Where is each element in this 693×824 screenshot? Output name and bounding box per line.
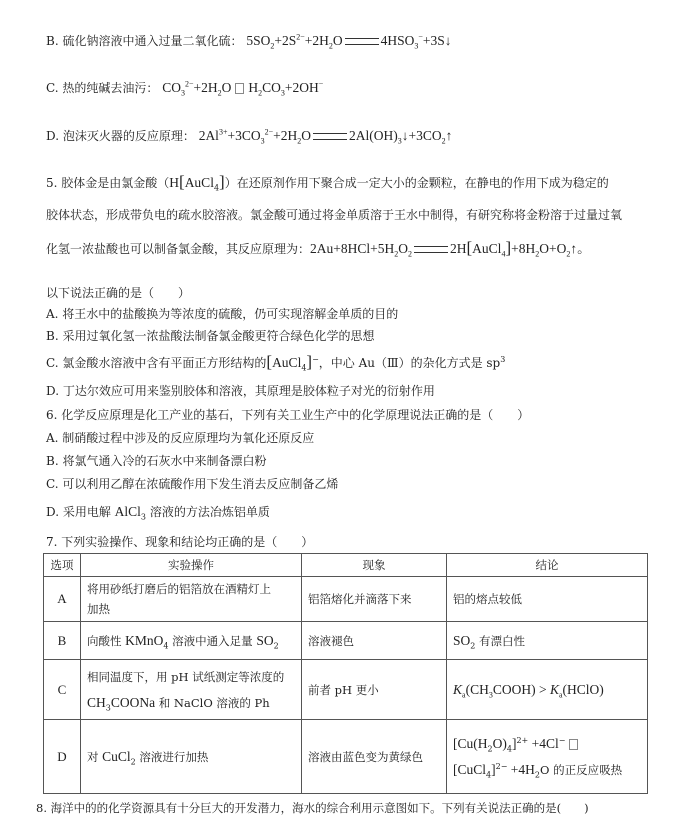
q6-option-d: D. 采用电解 AlCl$_3$ 溶液的方法冶炼铝单质 bbox=[46, 504, 270, 522]
row-conclusion: $[Cu(H_2O)_4]^{2+} +4Cl^-$ [CuCl$_4$]$^{2-}$ $+4H_2O$ 的正反应吸热 bbox=[447, 720, 648, 794]
row-operation: 向酸性 KMnO$_4$ 溶液中通入足量 $SO_2$ bbox=[81, 622, 302, 660]
equals-sign-icon bbox=[313, 133, 347, 140]
table-row bbox=[44, 660, 648, 720]
equation: $2Al^{3+}+3CO_3^{2-}+2H_2O$ $2Al(OH)_3↓+3CO_2↑$ bbox=[198, 127, 453, 146]
row-option: A bbox=[44, 577, 81, 622]
row-phenomenon: 溶液由蓝色变为黄绿色 bbox=[302, 720, 447, 794]
q5-line-1: 5. 胶体金是由氯金酸（H[AuCl$_4$]）在还原剂作用下聚合成一定大小的金颗粒，在静电的作用下成为稳定的 bbox=[46, 172, 609, 193]
row-option: C bbox=[44, 660, 81, 720]
option-label: B. bbox=[46, 34, 59, 48]
row-option: B bbox=[44, 622, 81, 660]
row-operation: 对 CuCl$_2$ 溶液进行加热 bbox=[81, 720, 302, 794]
equals-sign-icon bbox=[414, 246, 448, 253]
q5-stem: 以下说法正确的是（ ） bbox=[46, 286, 191, 300]
header-conclusion: 结论 bbox=[447, 554, 648, 577]
option-label: C. bbox=[46, 81, 59, 95]
q6-option-a: A. 制硝酸过程中涉及的反应原理均为氧化还原反应 bbox=[46, 431, 315, 445]
row-option: D bbox=[44, 720, 81, 794]
table-row bbox=[44, 622, 648, 660]
row-phenomenon: 前者 pH 更小 bbox=[302, 660, 447, 720]
equals-sign-icon bbox=[345, 38, 379, 45]
row-operation: 相同温度下，用 pH 试纸测定等浓度的 $CH_3COONa$ 和 NaClO 溶液的 Ph bbox=[81, 660, 302, 720]
q5-line-3: 化氢一浓盐酸也可以制备氯金酸，其反应原理为：$2Au+8HCl+5H_2O_2$ $2H[AuCl_4]+8H_2O+O_2↑$。 bbox=[46, 238, 591, 259]
q6-option-c: C. 可以利用乙醇在浓硫酸作用下发生消去反应制备乙烯 bbox=[46, 477, 339, 491]
row-conclusion: 铝的熔点较低 bbox=[447, 577, 648, 622]
row-phenomenon: 溶液褪色 bbox=[302, 622, 447, 660]
q6-option-b: B. 将氯气通入冷的石灰水中来制备漂白粉 bbox=[46, 454, 267, 468]
table-row bbox=[44, 720, 648, 794]
q5-line-2: 胶体状态，形成带负电的疏水胶溶液。氯金酸可通过将金单质溶于王水中制得，有研究称将金粉溶于过量过氧 bbox=[46, 208, 623, 222]
reversible-arrow-icon bbox=[235, 83, 244, 94]
option-text: 硫化钠溶液中通入过量二氧化硫： bbox=[62, 34, 243, 48]
header-operation: 实验操作 bbox=[81, 554, 302, 577]
q5-option-c: C. 氯金酸水溶液中含有平面正方形结构的[AuCl$_4$]−，中心 Au（Ⅲ）的杂化方式是 $sp^3$ bbox=[46, 352, 506, 373]
q8-stem: 8. 海洋中的的化学资源具有十分巨大的开发潜力，海水的综合利用示意图如下。下列有关说法正确的是( ) bbox=[36, 801, 589, 815]
option-text: 泡沫灭火器的反应原理： bbox=[62, 129, 195, 143]
equation: $CO_3^{2-}+2H_2O$ $H_2CO_3+2OH^-$ bbox=[162, 79, 324, 98]
q6-stem: 6. 化学反应原理是化工产业的基石，下列有关工业生产中的化学原理说法正确的是（ ） bbox=[46, 408, 530, 422]
table-row bbox=[44, 577, 648, 622]
q7-table bbox=[43, 553, 648, 794]
option-label: D. bbox=[46, 129, 60, 143]
q5-option-d: D. 丁达尔效应可用来鉴别胶体和溶液，其原理是胶体粒子对光的衍射作用 bbox=[46, 384, 435, 398]
row-conclusion: $K_a(CH_3COOH)$ > $K_a(HClO)$ bbox=[447, 660, 648, 720]
q5-option-a: A. 将王水中的盐酸换为等浓度的硫酸，仍可实现溶解金单质的目的 bbox=[46, 307, 399, 321]
row-conclusion: $SO_2$ 有漂白性 bbox=[447, 622, 648, 660]
q4-option-c bbox=[46, 80, 323, 96]
option-text: 热的纯碱去油污： bbox=[62, 81, 159, 95]
row-operation: 将用砂纸打磨后的铝箔放在酒精灯上 加热 bbox=[81, 577, 302, 622]
reversible-arrow-icon bbox=[569, 739, 578, 750]
equation: $5SO_2+2S^{2-}+2H_2O$ $4HSO_3^-+3S↓$ bbox=[246, 32, 452, 51]
q5-option-b: B. 采用过氧化氢一浓盐酸法制备氯金酸更符合绿色化学的思想 bbox=[46, 329, 375, 343]
header-option: 选项 bbox=[44, 554, 81, 577]
q4-option-b bbox=[46, 33, 452, 49]
header-phenomenon: 现象 bbox=[302, 554, 447, 577]
q7-stem: 7. 下列实验操作、现象和结论均正确的是（ ） bbox=[46, 535, 314, 549]
row-phenomenon: 铝箔熔化并滴落下来 bbox=[302, 577, 447, 622]
q4-option-d bbox=[46, 128, 452, 144]
table-header-row bbox=[44, 554, 648, 577]
